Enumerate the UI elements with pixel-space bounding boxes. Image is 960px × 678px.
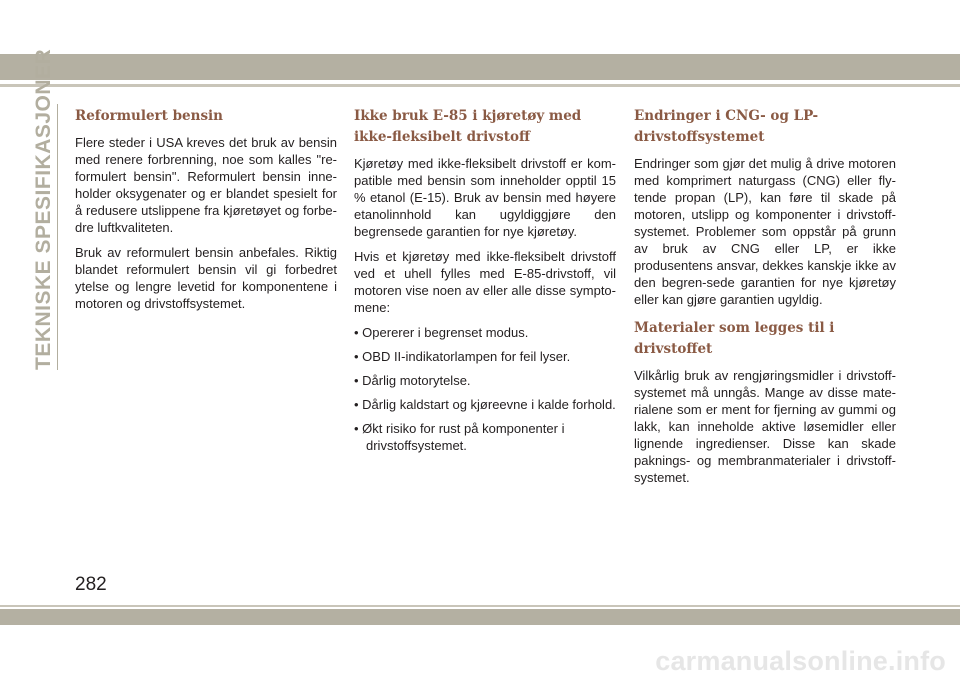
heading-e85-warning: Ikke bruk E-85 i kjøretøy med ikke-fleksibelt drivstoff	[354, 108, 582, 145]
heading-cng-lp-changes: Endringer i CNG- og LP-drivstoffsystemet	[634, 108, 819, 145]
column-e85-warning	[354, 106, 616, 461]
side-title-rule	[57, 104, 58, 370]
paragraph: Bruk av reformulert bensin anbefales. Riktig blandet reformulert bensin vil gi forbedret ytelse og lengre levetid for komponentene i motoren og drivstoffsystemet.	[75, 245, 337, 311]
column-fuel-system-changes	[634, 106, 896, 494]
footer-band	[0, 609, 960, 625]
symptom-list	[354, 324, 616, 454]
watermark: carmanualsonline.info	[655, 646, 946, 676]
list-item: • Dårlig kaldstart og kjøreevne i kalde forhold.	[354, 397, 616, 412]
heading-reformulated-gasoline: Reformulert bensin	[75, 108, 223, 124]
list-item: • Opererer i begrenset modus.	[354, 325, 529, 340]
page-number: 282	[75, 574, 107, 595]
header-band	[0, 54, 960, 80]
footer-rule	[0, 605, 960, 607]
heading-fuel-additives: Materialer som legges til i drivstoffet	[634, 320, 835, 357]
list-item: • Dårlig motorytelse.	[354, 373, 471, 388]
paragraph: Hvis et kjøretøy med ikke-fleksibelt drivstoff ved et uhell fylles med E-85-drivstoff, vil motoren vise noen av eller alle disse sympto-mene:	[354, 249, 616, 315]
paragraph: Flere steder i USA kreves det bruk av bensin med renere forbrenning, noe som kalles "re-formulert bensin". Reformulert bensin inne-holder oksygenater og er blandet spesielt for å redusere utslippene fra kjøretøyet og forbe-dre luftkvaliteten.	[75, 135, 337, 235]
paragraph: Endringer som gjør det mulig å drive motoren med komprimert naturgass (CNG) eller fly-tende propan (LP), kan føre til skade på motoren, utslipp og komponenter i drivstoff-systemet. Problemer som oppstår på grunn av bruk av CNG eller LP, er ikke produsentens ansvar, dekkes kanskje ikke av den begren-sede garantien for nye kjøretøy eller kan gjøre garantien ugyldig.	[634, 156, 896, 307]
list-item: • Økt risiko for rust på komponenter i drivstoffsystemet.	[354, 421, 565, 453]
header-rule	[0, 84, 960, 87]
section-side-title: TEKNISKE SPESIFIKASJONER	[32, 48, 55, 370]
list-item: • OBD II-indikatorlampen for feil lyser.	[354, 349, 571, 364]
paragraph: Vilkårlig bruk av rengjøringsmidler i drivstoff-systemet må unngås. Mange av disse mate-rialene som er ment for fjerning av gummi og lakk, kan inneholde aktive løsemidler eller lignende ingredienser. Disse kan skade paknings- og membranmaterialer i drivstoff-systemet.	[634, 368, 896, 485]
paragraph: Kjøretøy med ikke-fleksibelt drivstoff er kom-patible med bensin som inneholder opptil 15 % etanol (E-15). Bruk av bensin med høyere etanolinnhold kan ugyldiggjøre den begrensede garantien for nye kjøretøy.	[354, 156, 616, 239]
column-reformulated-gasoline	[75, 106, 337, 320]
